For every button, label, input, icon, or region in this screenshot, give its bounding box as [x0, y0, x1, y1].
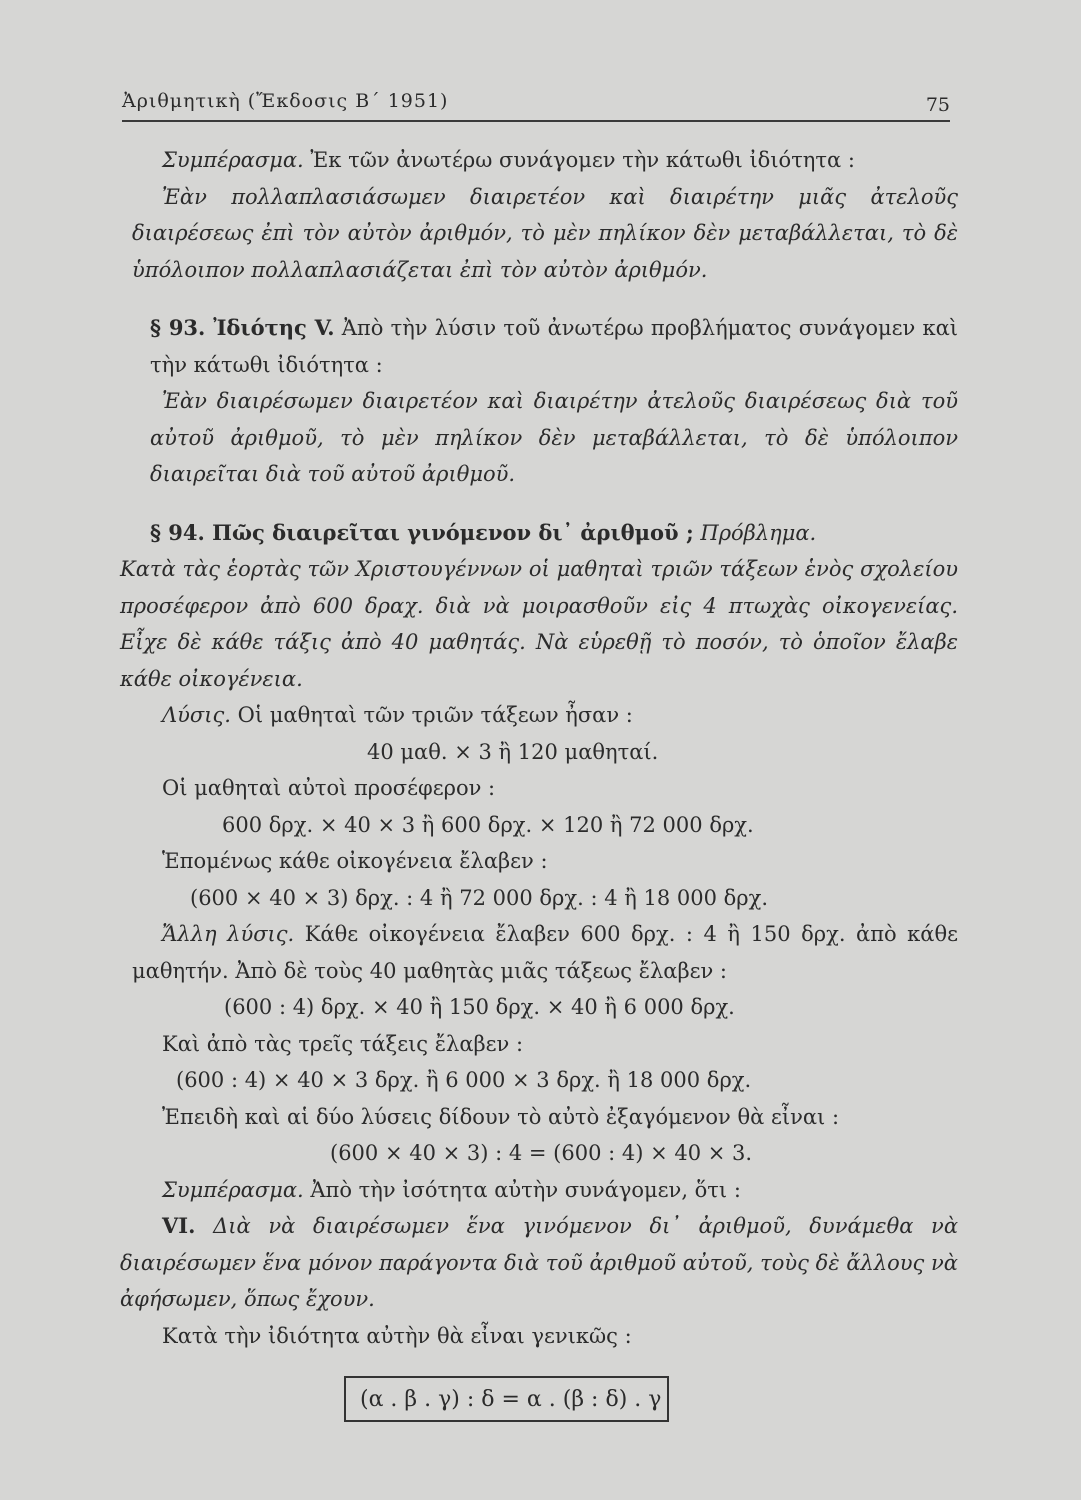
problem-statement: Κατὰ τὰς ἑορτὰς τῶν Χριστουγέννων οἱ μαθηταὶ τριῶν τάξεων ἑνὸς σχολείου προσέφερον ἀπὸ 600 δραχ. διὰ νὰ μοιρασθοῦν εἰς 4 πτωχὰς οἰκογενείας. Εἶχε δὲ κάθε τάξις ἀπὸ 40 μαθητάς. Νὰ εὑρεθῇ τὸ ποσόν, τὸ ὁποῖον ἔλαβε κάθε οἰκογένεια.	[120, 557, 958, 691]
solution-label: Λύσις.	[162, 703, 231, 727]
running-header	[122, 88, 950, 122]
page-body	[120, 142, 958, 1422]
section-93	[150, 310, 958, 383]
conclusion-label: Συμπέρασμα.	[162, 148, 304, 172]
alt-solution-label: Ἄλλη λύσις.	[162, 922, 295, 946]
calc-family: (600 × 40 × 3) δρχ. : 4 ἢ 72 000 δρχ. : 4 ἢ 18 000 δρχ.	[190, 885, 769, 910]
problem-label: Πρόβλημα.	[693, 520, 817, 545]
page-number: 75	[925, 94, 950, 116]
solution-text: Οἱ μαθηταὶ τῶν τριῶν τάξεων ἦσαν :	[230, 703, 633, 727]
calc-equality: (600 × 40 × 3) : 4 = (600 : 4) × 40 × 3.	[330, 1141, 753, 1165]
property-6-text: Διὰ νὰ διαιρέσωμεν ἕνα γινόμενον δι᾽ ἀριθμοῦ, δυνάμεθα νὰ διαιρέσωμεν ἕνα μόνον παράγοντα διὰ τοῦ ἀριθμοῦ αὐτοῦ, τοὺς δὲ ἄλλους νὰ ἀφήσωμεν, ὅπως ἔχουν.	[120, 1214, 958, 1311]
section-94-heading: § 94. Πῶς διαιρεῖται γινόμενον δι᾽ ἀριθμοῦ ;	[150, 519, 694, 545]
general-intro: Κατὰ τὴν ἰδιότητα αὐτὴν θὰ εἶναι γενικῶς :	[162, 1323, 632, 1348]
property-6	[120, 1208, 958, 1318]
conclusion-2-label: Συμπέρασμα.	[162, 1177, 304, 1202]
property-statement-4: Ἐὰν πολλαπλασιάσωμεν διαιρετέον καὶ διαιρέτην μιᾶς ἀτελοῦς διαιρέσεως ἐπὶ τὸν αὐτὸν ἀριθμόν, τὸ μὲν πηλίκον δὲν μεταβάλλεται, τὸ δὲ ὑπόλοιπον πολλαπλασιάζεται ἐπὶ τὸν αὐτὸν ἀριθμόν.	[132, 184, 958, 282]
calc-offered: 600 δρχ. × 40 × 3 ἢ 600 δρχ. × 120 ἢ 72 000 δρχ.	[222, 812, 754, 837]
property-6-number: VI.	[162, 1213, 196, 1238]
section-93-text: Ἀπὸ τὴν λύσιν τοῦ ἀνωτέρω προβλήματος συνάγομεν καὶ τὴν κάτωθι ἰδιότητα :	[150, 316, 958, 377]
offered-intro: Οἱ μαθηταὶ αὐτοὶ προσέφερον :	[162, 776, 496, 800]
conclusion-1	[162, 142, 958, 179]
calc-three-classes: (600 : 4) × 40 × 3 δρχ. ἢ 6 000 × 3 δρχ. ἢ 18 000 δρχ.	[176, 1068, 752, 1092]
conclusion-2	[162, 1172, 958, 1209]
calc-alt-class: (600 : 4) δρχ. × 40 ἢ 150 δρχ. × 40 ἢ 6 000 δρχ.	[224, 995, 735, 1019]
family-intro: Ἑπομένως κάθε οἰκογένεια ἔλαβεν :	[162, 849, 548, 873]
alt-solution	[132, 916, 958, 989]
boxed-formula: (α . β . γ) : δ = α . (β : δ) . γ	[344, 1376, 669, 1422]
conclusion-text: Ἐκ τῶν ἀνωτέρω συνάγομεν τὴν κάτωθι ἰδιότητα :	[303, 148, 855, 172]
equality-intro: Ἐπειδὴ καὶ αἱ δύο λύσεις δίδουν τὸ αὐτὸ ἐξαγόμενον θὰ εἶναι :	[162, 1104, 840, 1129]
property-statement-5: Ἐὰν διαιρέσωμεν διαιρετέον καὶ διαιρέτην ἀτελοῦς διαιρέσεως διὰ τοῦ αὐτοῦ ἀριθμοῦ, τὸ μὲν πηλίκον δὲν μεταβάλλεται, τὸ δὲ ὑπόλοιπον διαιρεῖται διὰ τοῦ αὐτοῦ ἀριθμοῦ.	[150, 389, 958, 486]
conclusion-2-text: Ἀπὸ τὴν ἰσότητα αὐτὴν συνάγομεν, ὅτι :	[303, 1177, 741, 1202]
section-93-heading: § 93. Ἰδιότης V.	[150, 315, 335, 340]
alt-solution-text: Κάθε οἰκογένεια ἔλαβεν 600 δρχ. : 4 ἢ 150 δρχ. ἀπὸ κάθε μαθητήν. Ἀπὸ δὲ τοὺς 40 μαθητὰς μιᾶς τάξεως ἔλαβεν :	[132, 922, 958, 983]
calc-students: 40 μαθ. × 3 ἢ 120 μαθηταί.	[367, 739, 659, 764]
solution-intro	[162, 697, 958, 734]
header-title: Ἀριθμητικὴ (Ἔκδοσις Β΄ 1951)	[122, 90, 449, 112]
section-94	[150, 515, 958, 552]
three-classes-intro: Καὶ ἀπὸ τὰς τρεῖς τάξεις ἔλαβεν :	[162, 1031, 524, 1056]
